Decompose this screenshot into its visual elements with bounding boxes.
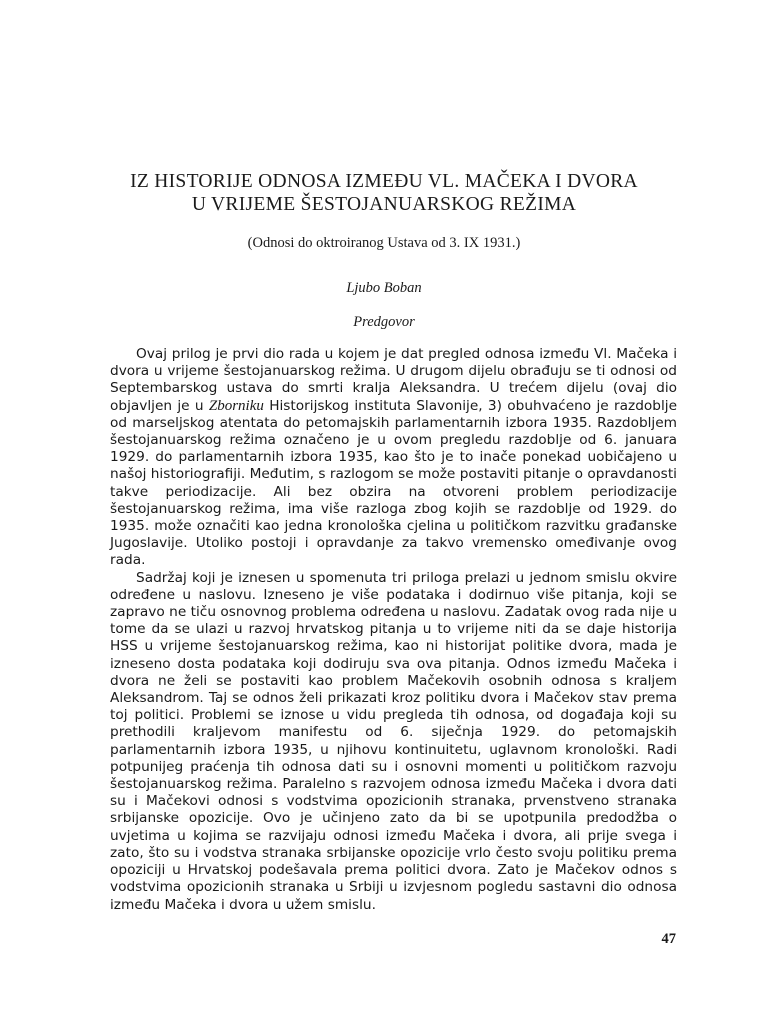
paragraph-1-text-end: Historijskog instituta Slavonije, 3) obuhvaćeno je razdoblje od marseljskog atentata do petomajskih parlamentarnih izbora 1935. Razdobljem šestojanuarskog režima označeno je u ovom pregledu razdoblje od 6. januara 1929. do parlamentarnih izbora 1935, kao što je to inače ponekad uobičajeno u našoj historiografiji. Međutim, s razlogom se može postaviti pitanje o opravdanosti takve periodizacije. Ali bez obzira na otvoreni problem periodizacije šestojanuarskog režima, ima više razloga zbog kojih se razdoblje od 1929. do 1935. može označiti kao jedna kronološka cjelina u političkom razvitku građanske Jugoslavije. Utoliko postoji i opravdanje za takvo vremensko omeđivanje ovog rada. — [110, 397, 677, 569]
page-number: 47 — [661, 931, 676, 947]
paragraph-2: Sadržaj koji je iznesen u spomenuta tri priloga prelazi u jednom smislu okvire određene u naslovu. Izneseno je više podataka i dodirnuo više pitanja, koji se zapravo ne tiču osnovnog problema određena u naslovu. Zadatak ovog rada nije u tome da se ulazi u razvoj hrvatskog pitanja u to vrijeme niti da se daje historija HSS u vrijeme šestojanuarskog režima, kao ni historijat politike dvora, mada je izneseno dosta podataka koji dodiruju sva ova pitanja. Odnos između Mačeka i dvora ne želi se postaviti kao problem Mačekovih osobnih odnosa s kraljem Aleksandrom. Taj se odnos želi prikazati kroz politiku dvora i Mačekov stav prema toj politici. Problemi se iznose u vidu pregleda tih odnosa, od događaja koji su prethodili kraljevom manifestu od 6. siječnja 1929. do petomajskih parlamentarnih izbora 1935, u njihovu kontinuitetu, uglavnom kronološki. Radi potpunijeg praćenja tih odnosa dati su i osnovni momenti u političkom razvoju šestojanuarskog režima. Paralelno s razvojem odnosa između Mačeka i dvora dati su i Mačekovi odnosi s vodstvima opozicionih stranaka, prvenstveno stranaka srbijanske opozicije. Ovo je učinjeno zato da bi se upotpunila predodžba o uvjetima u kojima se razvijaju odnosi između Mačeka i dvora, ali prije svega i zato, što su i vodstva stranaka srbijanske opozicije vrlo često svoju politiku prema opoziciji u Hrvatskoj podešavala prema politici dvora. Zato je Mačekov odnos s vodstvima opozicionih stranaka u Srbiji u izvjesnom pogledu sastavni dio odnosa između Mačeka i dvora u užem smislu. — [110, 569, 677, 913]
article-title — [80, 170, 688, 216]
author-name: Ljubo Boban — [346, 280, 422, 296]
paragraph-1-text-start: Ovaj prilog je prvi dio rada u kojem je dat pregled odnosa između Vl. Mačeka i dvora u vrijeme šestojanuarskog režima. U drugom dijelu obrađuju se ti odnosi od Septembarskog ustava do smrti kralja Aleksandra. U trećem dijelu (ovaj dio objavljen je u — [110, 346, 677, 414]
paragraph-1 — [110, 346, 677, 570]
title-line-1: IZ HISTORIJE ODNOSA IZMEĐU VL. MAČEKA I DVORA — [130, 171, 638, 192]
body-text — [110, 346, 677, 914]
title-line-2: U VRIJEME ŠESTOJANUARSKOG REŽIMA — [191, 194, 577, 215]
section-heading: Predgovor — [353, 314, 415, 330]
journal-name-emphasis: Zborniku — [208, 397, 264, 414]
article-subtitle: (Odnosi do oktroiranog Ustava od 3. IX 1931.) — [247, 235, 521, 251]
